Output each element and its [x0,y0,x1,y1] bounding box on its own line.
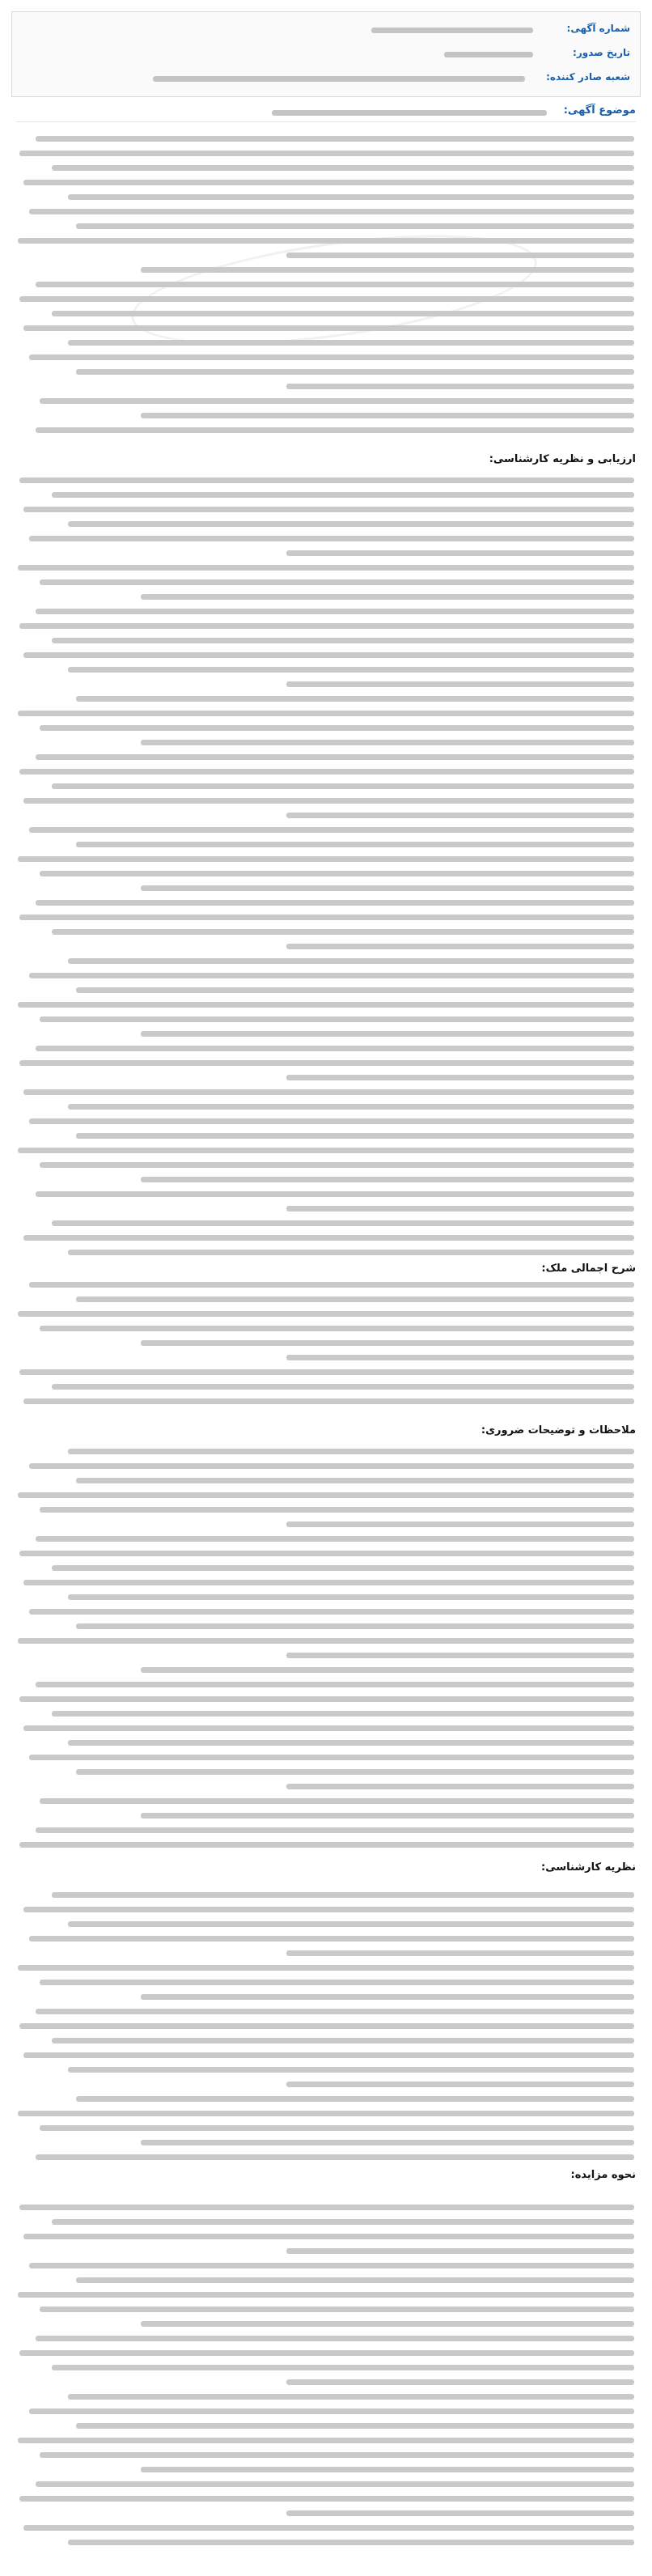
text-line-placeholder [19,915,634,920]
text-line-placeholder [18,2438,634,2443]
text-line-placeholder [76,1296,634,1302]
notice-header-box [11,11,641,97]
text-line-placeholder [19,2205,634,2210]
text-line-placeholder [18,2111,634,2116]
text-line-placeholder [52,783,634,789]
text-line-placeholder [36,2336,634,2341]
text-line-placeholder [19,296,634,302]
text-line-placeholder [68,1449,634,1454]
section-heading: ارزیابی و نظریه کارشناسی: [489,453,636,465]
text-line-placeholder [76,842,634,847]
issuer-placeholder [153,76,525,82]
text-line-placeholder [19,1696,634,1702]
text-line-placeholder [76,223,634,229]
subject-label: موضوع آگهی: [563,104,636,117]
text-line-placeholder [19,769,634,774]
text-line-placeholder [18,1638,634,1644]
issue-date-placeholder [444,52,533,57]
text-line-placeholder [52,1711,634,1717]
text-line-placeholder [23,798,634,804]
text-line-placeholder [36,1191,634,1197]
text-line-placeholder [18,1002,634,1008]
text-line-placeholder [286,1950,634,1956]
text-line-placeholder [36,136,634,142]
text-line-placeholder [23,1580,634,1585]
text-line-placeholder [286,1521,634,1527]
text-line-placeholder [141,1813,634,1818]
text-line-placeholder [40,579,634,585]
text-line-placeholder [141,413,634,418]
text-line-placeholder [18,565,634,571]
text-line-placeholder [23,1235,634,1241]
text-line-placeholder [52,2038,634,2043]
text-line-placeholder [286,384,634,389]
text-line-placeholder [29,973,634,978]
text-line-placeholder [52,1220,634,1226]
text-line-placeholder [23,2234,634,2239]
text-line-placeholder [29,536,634,541]
text-line-placeholder [52,1892,634,1898]
text-line-placeholder [141,1031,634,1037]
text-line-placeholder [18,1311,634,1317]
section-heading: شرح اجمالی ملک: [541,1263,636,1275]
text-line-placeholder [40,1016,634,1022]
text-line-placeholder [52,2365,634,2370]
text-line-placeholder [36,2481,634,2487]
text-line-placeholder [19,1842,634,1848]
text-line-placeholder [68,340,634,346]
text-line-placeholder [23,507,634,512]
text-line-placeholder [29,1118,634,1124]
text-line-placeholder [36,2009,634,2014]
text-line-placeholder [68,1104,634,1110]
text-line-placeholder [19,1369,634,1375]
text-line-placeholder [286,1784,634,1789]
text-line-placeholder [76,1133,634,1139]
text-line-placeholder [286,2248,634,2254]
text-line-placeholder [141,1177,634,1182]
text-line-placeholder [18,711,634,716]
text-line-placeholder [68,521,634,527]
section-heading: نحوه مزایده: [570,2169,636,2181]
text-line-placeholder [286,550,634,556]
text-line-placeholder [40,871,634,876]
text-line-placeholder [23,2052,634,2058]
text-line-placeholder [68,1250,634,1255]
text-line-placeholder [23,1907,634,1912]
issuer-row [22,69,630,88]
issue-date-row [22,45,630,64]
text-line-placeholder [141,2140,634,2145]
issuer-label: شعبه صادر کننده: [546,71,630,83]
text-line-placeholder [52,2219,634,2225]
text-line-placeholder [19,2350,634,2356]
text-line-placeholder [68,2540,634,2545]
text-line-placeholder [68,194,634,200]
text-line-placeholder [76,1769,634,1775]
text-line-placeholder [141,267,634,273]
doc-number-row [22,20,630,40]
text-line-placeholder [19,1551,634,1556]
text-line-placeholder [29,209,634,214]
section-heading: ملاحظات و توضیحات ضروری: [481,1424,636,1437]
text-line-placeholder [18,856,634,862]
text-line-placeholder [40,1507,634,1513]
text-line-placeholder [40,1798,634,1804]
text-line-placeholder [29,1755,634,1760]
section-heading: نظریه کارشناسی: [541,1861,636,1874]
text-line-placeholder [68,667,634,673]
text-line-placeholder [68,1594,634,1600]
text-line-placeholder [76,696,634,702]
text-line-placeholder [286,2510,634,2516]
text-line-placeholder [18,1965,634,1971]
text-line-placeholder [18,1492,634,1498]
text-line-placeholder [141,1994,634,2000]
text-line-placeholder [40,1162,634,1168]
text-line-placeholder [141,740,634,745]
text-line-placeholder [19,2496,634,2502]
text-line-placeholder [29,1282,634,1288]
text-line-placeholder [23,1398,634,1404]
text-line-placeholder [52,492,634,498]
text-line-placeholder [52,929,634,935]
text-line-placeholder [29,1609,634,1615]
text-line-placeholder [23,180,634,185]
text-line-placeholder [36,2154,634,2160]
text-line-placeholder [36,900,634,906]
text-line-placeholder [36,282,634,287]
text-line-placeholder [19,151,634,156]
text-line-placeholder [36,1682,634,1687]
text-line-placeholder [40,2307,634,2312]
text-line-placeholder [29,1936,634,1942]
text-line-placeholder [52,1384,634,1390]
text-line-placeholder [76,2277,634,2283]
text-line-placeholder [52,638,634,643]
text-line-placeholder [40,398,634,404]
text-line-placeholder [23,325,634,331]
text-line-placeholder [286,944,634,949]
doc-number-label: شماره آگهی: [566,23,630,34]
text-line-placeholder [141,885,634,891]
text-line-placeholder [19,623,634,629]
text-line-placeholder [40,725,634,731]
text-line-placeholder [40,1326,634,1331]
text-line-placeholder [36,427,634,433]
text-line-placeholder [286,1653,634,1658]
text-line-placeholder [29,827,634,833]
text-line-placeholder [23,652,634,658]
text-line-placeholder [76,987,634,993]
text-line-placeholder [76,2096,634,2102]
text-line-placeholder [141,1667,634,1673]
text-line-placeholder [36,1827,634,1833]
text-line-placeholder [286,1206,634,1212]
text-line-placeholder [52,311,634,316]
text-line-placeholder [29,2263,634,2268]
text-line-placeholder [286,1075,634,1080]
text-line-placeholder [68,958,634,964]
text-line-placeholder [68,2067,634,2073]
issue-date-label: تاریخ صدور: [573,47,630,58]
text-line-placeholder [68,1740,634,1746]
text-line-placeholder [286,1355,634,1360]
text-line-placeholder [23,2525,634,2531]
text-line-placeholder [52,1565,634,1571]
text-line-placeholder [19,1060,634,1066]
text-line-placeholder [36,609,634,614]
text-line-placeholder [286,681,634,687]
text-line-placeholder [36,1536,634,1542]
text-line-placeholder [76,1478,634,1483]
text-line-placeholder [286,813,634,818]
text-line-placeholder [29,354,634,360]
text-line-placeholder [29,2408,634,2414]
text-line-placeholder [141,1340,634,1346]
text-line-placeholder [141,2321,634,2327]
text-line-placeholder [286,2379,634,2385]
text-line-placeholder [23,1089,634,1095]
text-line-placeholder [19,477,634,483]
text-line-placeholder [18,238,634,244]
text-line-placeholder [40,2452,634,2458]
text-line-placeholder [76,1623,634,1629]
text-line-placeholder [36,1046,634,1051]
text-line-placeholder [23,1725,634,1731]
text-line-placeholder [52,165,634,171]
text-line-placeholder [76,369,634,375]
text-line-placeholder [40,1980,634,1985]
text-line-placeholder [19,2023,634,2029]
text-line-placeholder [141,594,634,600]
text-line-placeholder [141,2467,634,2472]
doc-number-placeholder [371,28,533,33]
subject-placeholder [272,110,547,116]
text-line-placeholder [18,2292,634,2298]
text-line-placeholder [286,2082,634,2087]
text-line-placeholder [29,1463,634,1469]
text-line-placeholder [68,1921,634,1927]
text-line-placeholder [286,253,634,258]
text-line-placeholder [36,754,634,760]
text-line-placeholder [18,1148,634,1153]
text-line-placeholder [68,2394,634,2400]
text-line-placeholder [40,2125,634,2131]
text-line-placeholder [76,2423,634,2429]
notice-subject [16,102,636,122]
